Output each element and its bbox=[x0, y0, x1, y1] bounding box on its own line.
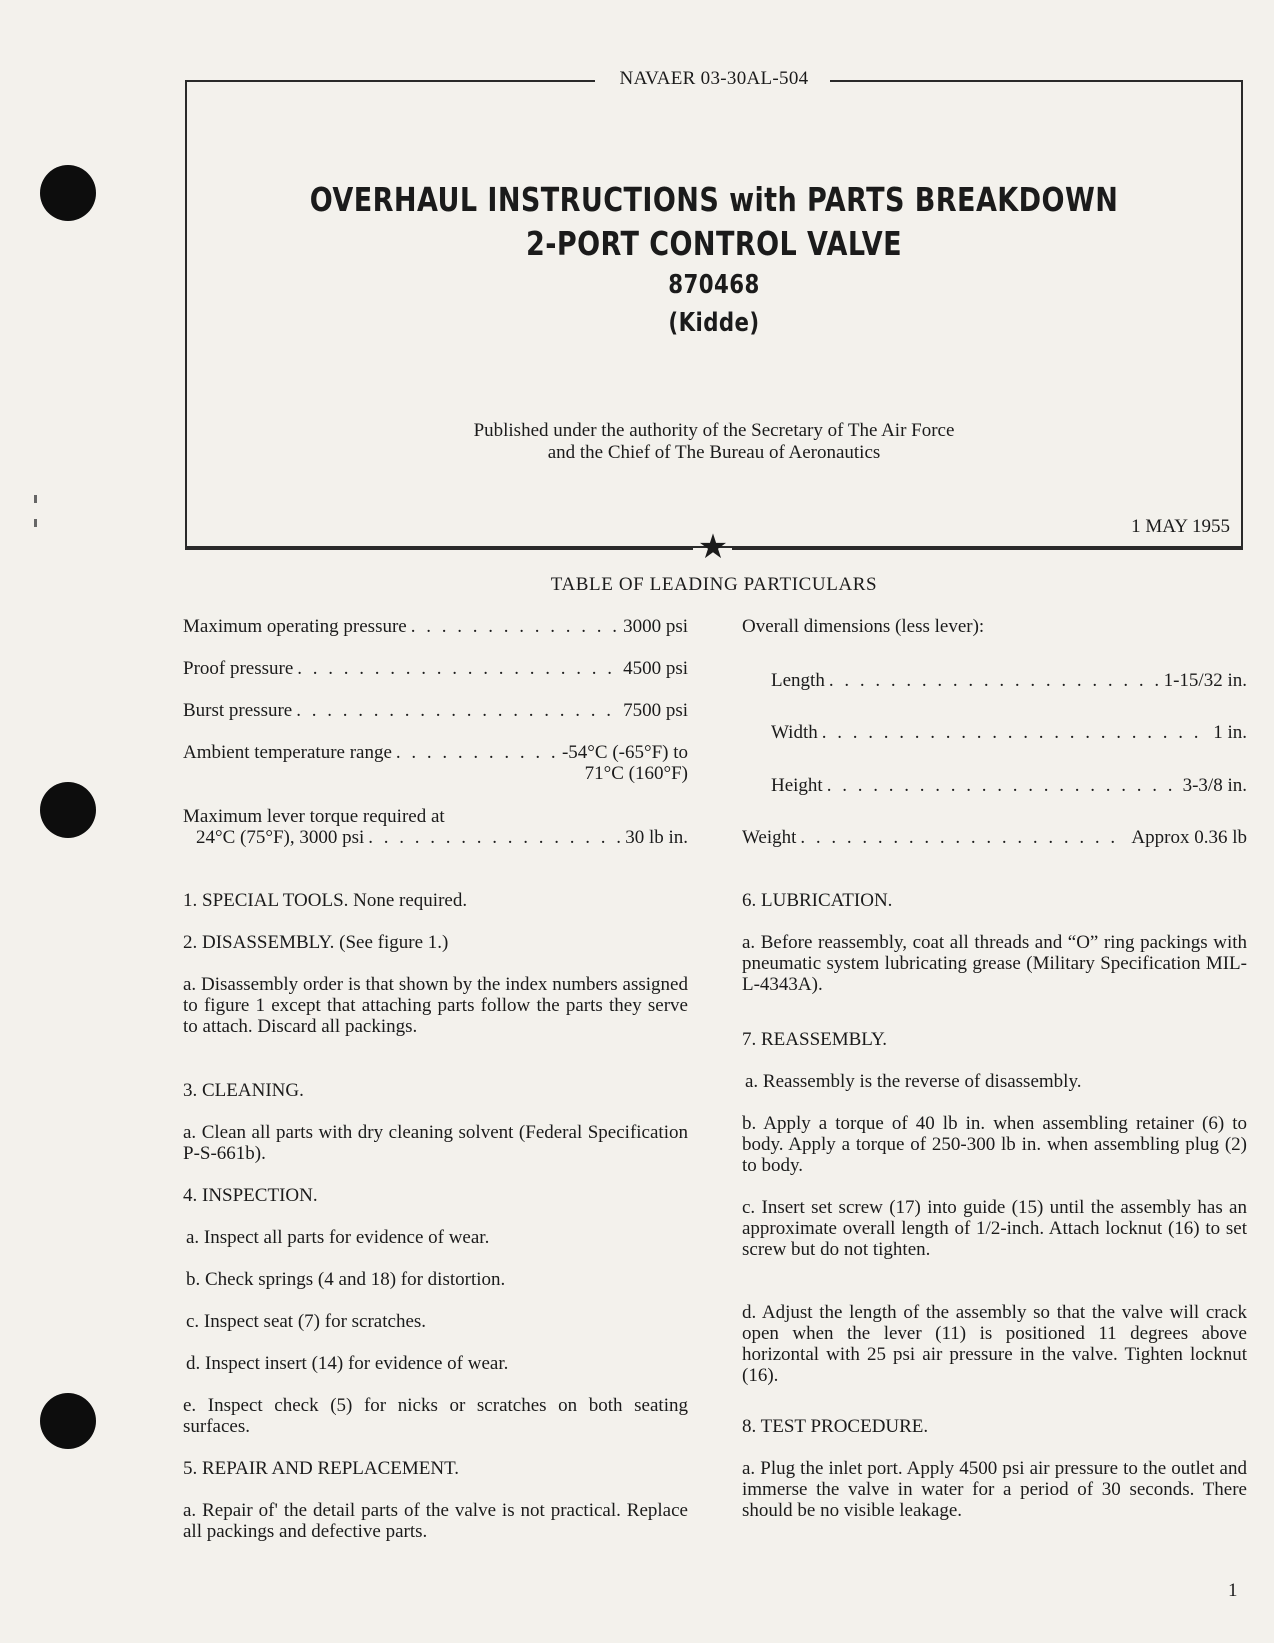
scan-speck bbox=[34, 519, 37, 527]
leader-dots bbox=[368, 827, 621, 848]
frame-rule bbox=[732, 548, 1243, 550]
page-number: 1 bbox=[1228, 1580, 1238, 1601]
spec-value-continued: 71°C (160°F) bbox=[584, 763, 688, 784]
paragraph: a. Clean all parts with dry cleaning solvent (Federal Specification P-S-661b). bbox=[183, 1122, 688, 1164]
spec-row bbox=[183, 658, 688, 679]
binder-hole-top bbox=[40, 165, 96, 221]
paragraph: c. Inspect seat (7) for scratches. bbox=[186, 1311, 427, 1332]
spec-label: Maximum operating pressure bbox=[183, 616, 407, 637]
spec-value: 3000 psi bbox=[623, 616, 688, 637]
paragraph: e. Inspect check (5) for nicks or scratches on both seating surfaces. bbox=[183, 1395, 688, 1437]
dimensions-heading: Overall dimensions (less lever): bbox=[742, 616, 985, 637]
spec-row bbox=[183, 616, 688, 637]
section-heading: 5. REPAIR AND REPLACEMENT. bbox=[183, 1458, 460, 1479]
section-heading: 8. TEST PROCEDURE. bbox=[742, 1416, 929, 1437]
spec-value: 1 in. bbox=[1213, 722, 1247, 743]
paragraph: a. Before reassembly, coat all threads and “O” ring packings with pneumatic system lubricating grease (Military Specification MIL-L-4343A). bbox=[742, 932, 1247, 995]
spec-label: Height bbox=[771, 775, 823, 796]
document-title bbox=[185, 178, 1243, 342]
part-number: 870468 bbox=[668, 270, 760, 300]
spec-row bbox=[183, 700, 688, 721]
spec-label: Burst pressure bbox=[183, 700, 293, 721]
paragraph: d. Inspect insert (14) for evidence of wear. bbox=[186, 1353, 509, 1374]
spec-row bbox=[183, 742, 688, 763]
leader-dots bbox=[800, 827, 1127, 848]
spec-label: Weight bbox=[742, 827, 797, 848]
paragraph: a. Plug the inlet port. Apply 4500 psi air pressure to the outlet and immerse the valve in water for a period of 30 seconds. There should be no visible leakage. bbox=[742, 1458, 1247, 1521]
leader-dots bbox=[822, 722, 1209, 743]
spec-value: 7500 psi bbox=[623, 700, 688, 721]
title-line: OVERHAUL INSTRUCTIONS with PARTS BREAKDOWN bbox=[309, 180, 1119, 219]
section-heading: 7. REASSEMBLY. bbox=[742, 1029, 888, 1050]
spec-value: 30 lb in. bbox=[625, 827, 688, 848]
particulars-heading: TABLE OF LEADING PARTICULARS bbox=[550, 574, 878, 595]
leader-dots bbox=[296, 700, 619, 721]
spec-value: 4500 psi bbox=[623, 658, 688, 679]
paragraph: c. Insert set screw (17) into guide (15) until the assembly has an approximate overall length of 1/2-inch. Attach locknut (16) to set screw but do not tighten. bbox=[742, 1197, 1247, 1260]
paragraph: a. Repair of' the detail parts of the valve is not practical. Replace all packings and defective parts. bbox=[183, 1500, 688, 1542]
frame-rule bbox=[830, 80, 1243, 82]
authority-line: Published under the authority of the Secretary of The Air Force bbox=[473, 420, 955, 441]
paragraph: a. Disassembly order is that shown by the index numbers assigned to figure 1 except that attaching parts follow the parts they serve to attach. Discard all packings. bbox=[183, 974, 688, 1037]
spec-label: Width bbox=[771, 722, 818, 743]
spec-value: Approx 0.36 lb bbox=[1131, 827, 1247, 848]
scan-speck bbox=[34, 495, 37, 503]
spec-row bbox=[742, 827, 1247, 848]
spec-row bbox=[196, 827, 688, 848]
section-heading: 6. LUBRICATION. bbox=[742, 890, 893, 911]
leader-dots bbox=[396, 742, 558, 763]
paragraph: b. Apply a torque of 40 lb in. when assembling retainer (6) to body. Apply a torque of 250-300 lb in. when assembling plug (2) to body. bbox=[742, 1113, 1247, 1176]
section-heading: 1. SPECIAL TOOLS. None required. bbox=[183, 890, 468, 911]
paragraph: d. Adjust the length of the assembly so that the valve will crack open when the lever (11) is positioned 11 degrees above horizontal with 25 psi air pressure in the valve. Tighten locknut (16). bbox=[742, 1302, 1247, 1386]
binder-hole-bottom bbox=[40, 1393, 96, 1449]
star-icon: ★ bbox=[697, 527, 729, 567]
leader-dots bbox=[827, 775, 1179, 796]
section-heading: 3. CLEANING. bbox=[183, 1080, 304, 1101]
manufacturer: (Kidde) bbox=[668, 308, 760, 338]
publication-date: 1 MAY 1955 bbox=[1131, 516, 1230, 537]
leader-dots bbox=[297, 658, 619, 679]
spec-label: Ambient temperature range bbox=[183, 742, 392, 763]
spec-label: Proof pressure bbox=[183, 658, 294, 679]
spec-row bbox=[771, 670, 1247, 691]
leader-dots bbox=[829, 670, 1160, 691]
frame-rule bbox=[185, 548, 693, 550]
spec-value: -54°C (-65°F) to bbox=[561, 742, 688, 763]
paragraph: a. Reassembly is the reverse of disassembly. bbox=[745, 1071, 1082, 1092]
section-heading: 4. INSPECTION. bbox=[183, 1185, 318, 1206]
spec-label-continued: 24°C (75°F), 3000 psi bbox=[196, 827, 365, 848]
spec-row bbox=[771, 775, 1247, 796]
title-line: 2-PORT CONTROL VALVE bbox=[525, 224, 903, 263]
document-number: NAVAER 03-30AL-504 bbox=[619, 68, 809, 89]
authority-line: and the Chief of The Bureau of Aeronautics bbox=[547, 442, 881, 463]
spec-label: Maximum lever torque required at bbox=[183, 806, 445, 827]
paragraph: a. Inspect all parts for evidence of wear. bbox=[186, 1227, 490, 1248]
spec-value: 1-15/32 in. bbox=[1163, 670, 1247, 691]
binder-hole-middle bbox=[40, 782, 96, 838]
spec-row bbox=[771, 722, 1247, 743]
section-heading: 2. DISASSEMBLY. (See figure 1.) bbox=[183, 932, 449, 953]
paragraph: b. Check springs (4 and 18) for distortion. bbox=[186, 1269, 506, 1290]
leader-dots bbox=[411, 616, 619, 637]
authority-statement bbox=[185, 420, 1243, 464]
spec-value: 3-3/8 in. bbox=[1182, 775, 1247, 796]
frame-rule bbox=[185, 80, 595, 82]
spec-label: Length bbox=[771, 670, 825, 691]
